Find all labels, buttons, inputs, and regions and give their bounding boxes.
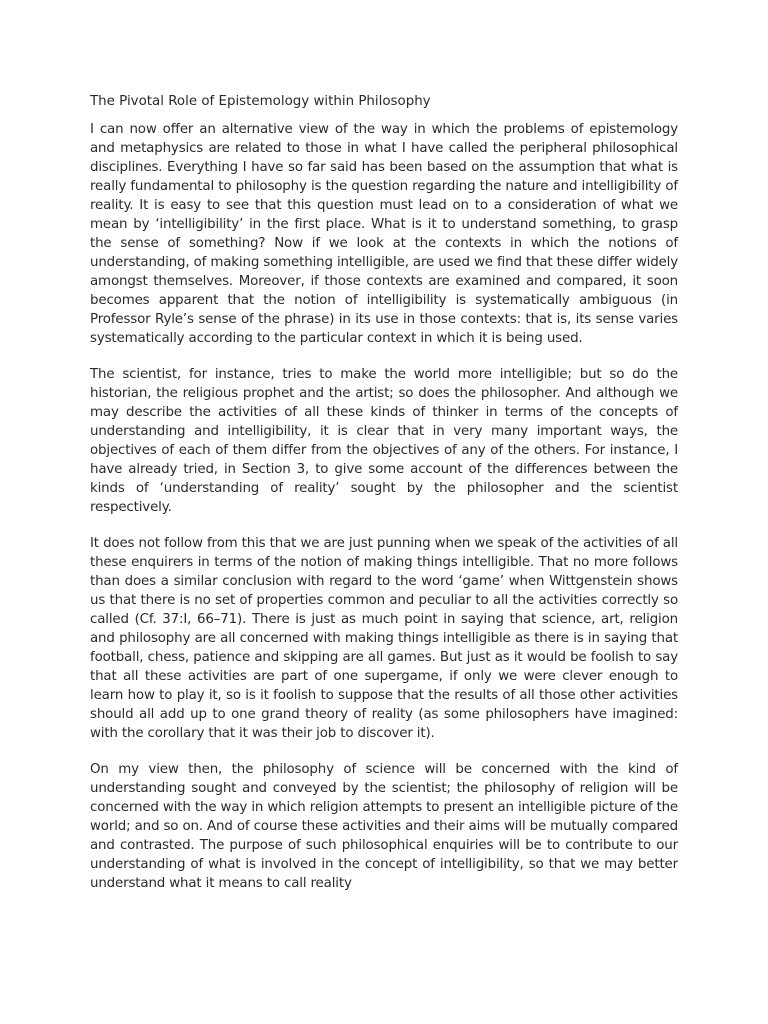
paragraph-2: The scientist, for instance, tries to make the world more intelligible; but so do the historian, the religious prophet and the artist; so does the philosopher. And although we may describe the activities of all these kinds of thinker in terms of the concepts of understanding and intelligibility, it is clear that in very many important ways, the objectives of each of them differ from the objectives of any of the others. For instance, I have already tried, in Section 3, to give some account of the differences between the kinds of ‘understanding of reality’ sought by the philosopher and the scientist respectively. — [90, 367, 678, 515]
document-page — [90, 92, 678, 910]
section-title: The Pivotal Role of Epistemology within Philosophy — [90, 94, 431, 109]
paragraph-1: I can now offer an alternative view of the way in which the problems of epistemology and metaphysics are related to those in what I have called the peripheral philosophical disciplines. Everything I have so far said has been based on the assumption that what is really fundamental to philosophy is the question regarding the nature and intelligibility of reality. It is easy to see that this question must lead on to a consideration of what we mean by ‘intelligibility’ in the first place. What is it to understand something, to grasp the sense of something? Now if we look at the contexts in which the notions of understanding, of making something intelligible, are used we find that these differ widely amongst themselves. Moreover, if those contexts are examined and compared, it soon becomes apparent that the notion of intelligibility is systematically ambiguous (in Professor Ryle’s sense of the phrase) in its use in those contexts: that is, its sense varies systematically according to the particular context in which it is being used. — [90, 122, 678, 346]
paragraph-4: On my view then, the philosophy of science will be concerned with the kind of understanding sought and conveyed by the scientist; the philosophy of religion will be concerned with the way in which religion attempts to present an intelligible picture of the world; and so on. And of course these activities and their aims will be mutually compared and contrasted. The purpose of such philosophical enquiries will be to contribute to our understanding of what is involved in the concept of intelligibility, so that we may better understand what it means to call reality — [90, 762, 678, 891]
paragraph-3: It does not follow from this that we are just punning when we speak of the activities of all these enquirers in terms of the notion of making things intelligible. That no more follows than does a similar conclusion with regard to the word ‘game’ when Wittgenstein shows us that there is no set of properties common and peculiar to all the activities correctly so called (Cf. 37:I, 66–71). There is just as much point in saying that science, art, religion and philosophy are all concerned with making things intelligible as there is in saying that football, chess, patience and skipping are all games. But just as it would be foolish to say that all these activities are part of one supergame, if only we were clever enough to learn how to play it, so is it foolish to suppose that the results of all those other activities should all add up to one grand theory of reality (as some philosophers have imagined: with the corollary that it was their job to discover it). — [90, 536, 678, 741]
